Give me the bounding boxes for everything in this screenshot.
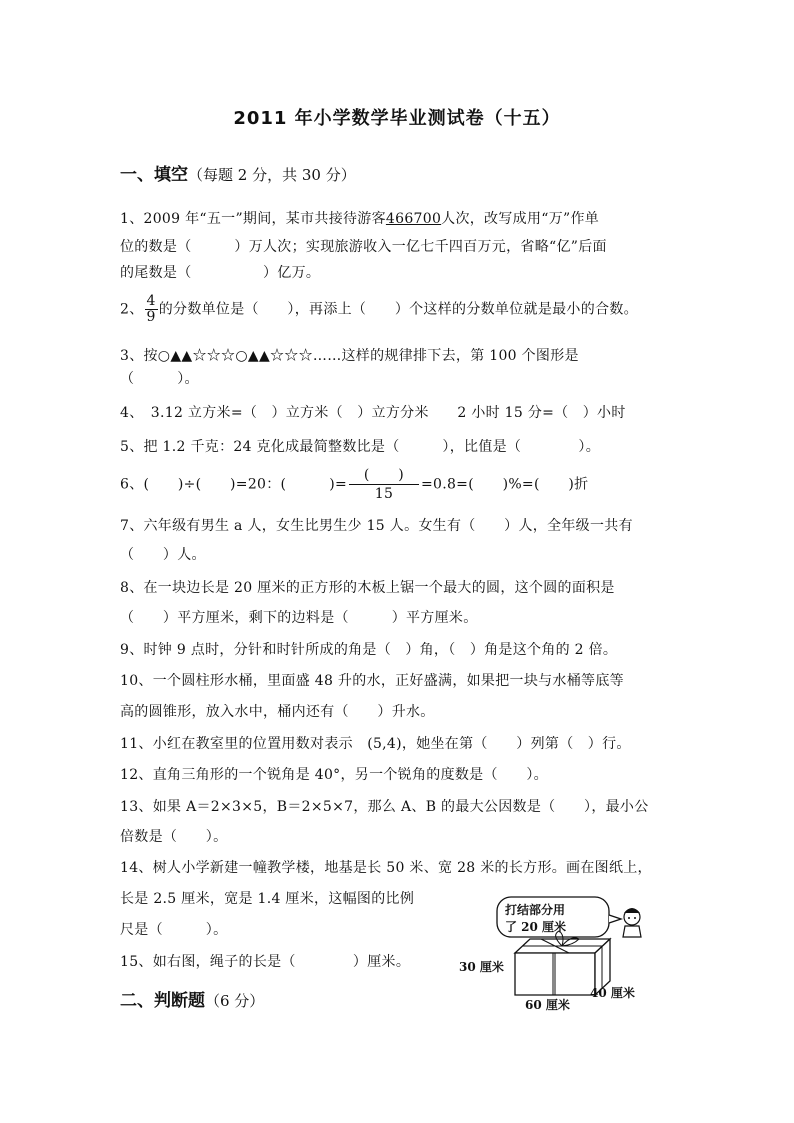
question-3-line-2: （ ）。 bbox=[120, 371, 199, 387]
question-5: 5、把 1.2 千克：24 克化成最简整数比是（ ），比值是（ ）。 bbox=[120, 439, 601, 455]
question-15: 15、如右图，绳子的长是（ ）厘米。 bbox=[120, 954, 411, 970]
bubble-text-line-2: 了 20 厘米 bbox=[505, 920, 567, 934]
gift-box-figure bbox=[455, 895, 645, 1015]
question-6 bbox=[120, 466, 588, 503]
question-12: 12、直角三角形的一个锐角是 40°，另一个锐角的度数是（ ）。 bbox=[120, 767, 548, 783]
question-14-line-1: 14、树人小学新建一幢教学楼，地基是长 50 米、宽 28 米的长方形。画在图纸上， bbox=[120, 860, 652, 876]
question-14-line-3: 尺是（ ）。 bbox=[120, 922, 228, 938]
fraction-numerator: 4 bbox=[146, 293, 156, 309]
question-1-line-2: 位的数是（ ）万人次；实现旅游收入一亿七千四百万元，省略“亿”后面 bbox=[120, 239, 607, 255]
question-2-fraction bbox=[145, 294, 158, 325]
question-10-line-1: 10、一个圆柱形水桶，里面盛 48 升的水，正好盛满，如果把一块与水桶等底等 bbox=[120, 673, 624, 689]
question-6-text-a: 6、( )÷( )=20：( )= bbox=[120, 476, 347, 493]
section-judgement-heading bbox=[120, 986, 264, 1011]
box-length-label: 60 厘米 bbox=[525, 998, 570, 1012]
question-3-line-1: 3、按○▲▲☆☆☆○▲▲☆☆☆……这样的规律排下去，第 100 个图形是 bbox=[120, 348, 579, 364]
question-6-text-b: =0.8=( )%=( )折 bbox=[420, 476, 589, 493]
speech-bubble-tail bbox=[609, 915, 621, 923]
question-10-line-2: 高的圆锥形，放入水中，桶内还有（ ）升水。 bbox=[120, 704, 435, 720]
question-14-line-2: 长是 2.5 厘米，宽是 1.4 厘米，这幅图的比例 bbox=[120, 891, 415, 907]
fraction-denominator: 15 bbox=[374, 486, 394, 502]
child-icon bbox=[623, 908, 641, 937]
fraction-denominator: 9 bbox=[146, 309, 156, 325]
question-7-line-1: 7、六年级有男生 a 人，女生比男生少 15 人。女生有（ ）人，全年级一共有 bbox=[120, 518, 633, 534]
page-title: 2011 年小学数学毕业测试卷（十五） bbox=[233, 108, 561, 129]
section-fill-in-note: （每题 2 分，共 30 分） bbox=[188, 166, 356, 184]
fraction-numerator: ( ) bbox=[349, 466, 419, 485]
question-7-line-2: （ ）人。 bbox=[120, 547, 206, 563]
question-11: 11、小红在教室里的位置用数对表示 (5,4)，她坐在第（ ）列第（ ）行。 bbox=[120, 736, 631, 752]
box-width-label: 40 厘米 bbox=[590, 986, 635, 1000]
section-fill-in-title: 一、填空 bbox=[120, 165, 188, 185]
section-judgement-note: （6 分） bbox=[205, 992, 265, 1010]
question-1-text-a: 1、2009 年“五一”期间，某市共接待游客 bbox=[120, 211, 386, 227]
question-6-fraction bbox=[349, 466, 419, 503]
question-8-line-2: （ ）平方厘米，剩下的边料是（ ）平方厘米。 bbox=[120, 610, 478, 626]
section-fill-in-heading bbox=[120, 160, 356, 185]
question-1-line-3: 的尾数是（ ）亿万。 bbox=[120, 265, 321, 281]
question-2 bbox=[120, 294, 638, 325]
question-2-text: 的分数单位是（ ），再添上（ ）个这样的分数单位就是最小的合数。 bbox=[158, 301, 638, 318]
question-2-prefix: 2、 bbox=[120, 301, 144, 318]
question-8-line-1: 8、在一块边长是 20 厘米的正方形的木板上锯一个最大的圆，这个圆的面积是 bbox=[120, 580, 615, 596]
question-9: 9、时钟 9 点时，分针和时针所成的角是（ ）角，（ ）角是这个角的 2 倍。 bbox=[120, 642, 618, 658]
section-judgement-title: 二、判断题 bbox=[120, 991, 205, 1011]
gift-box-illustration bbox=[455, 895, 645, 1015]
question-1-text-b: 人次，改写成用“万”作单 bbox=[441, 211, 600, 227]
question-13-line-1: 13、如果 A＝2×3×5，B＝2×5×7，那么 A、B 的最大公因数是（ ），最小公 bbox=[120, 799, 649, 815]
question-1-underlined-number: 466700 bbox=[385, 211, 442, 227]
question-4: 4、 3.12 立方米=（ ）立方米（ ）立方分米 2 小时 15 分=（ ）小时 bbox=[120, 405, 626, 421]
question-13-line-2: 倍数是（ ）。 bbox=[120, 829, 228, 845]
box-height-label: 30 厘米 bbox=[459, 960, 504, 974]
bubble-text-line-1: 打结部分用 bbox=[505, 903, 566, 917]
question-1-line-1 bbox=[120, 208, 599, 228]
